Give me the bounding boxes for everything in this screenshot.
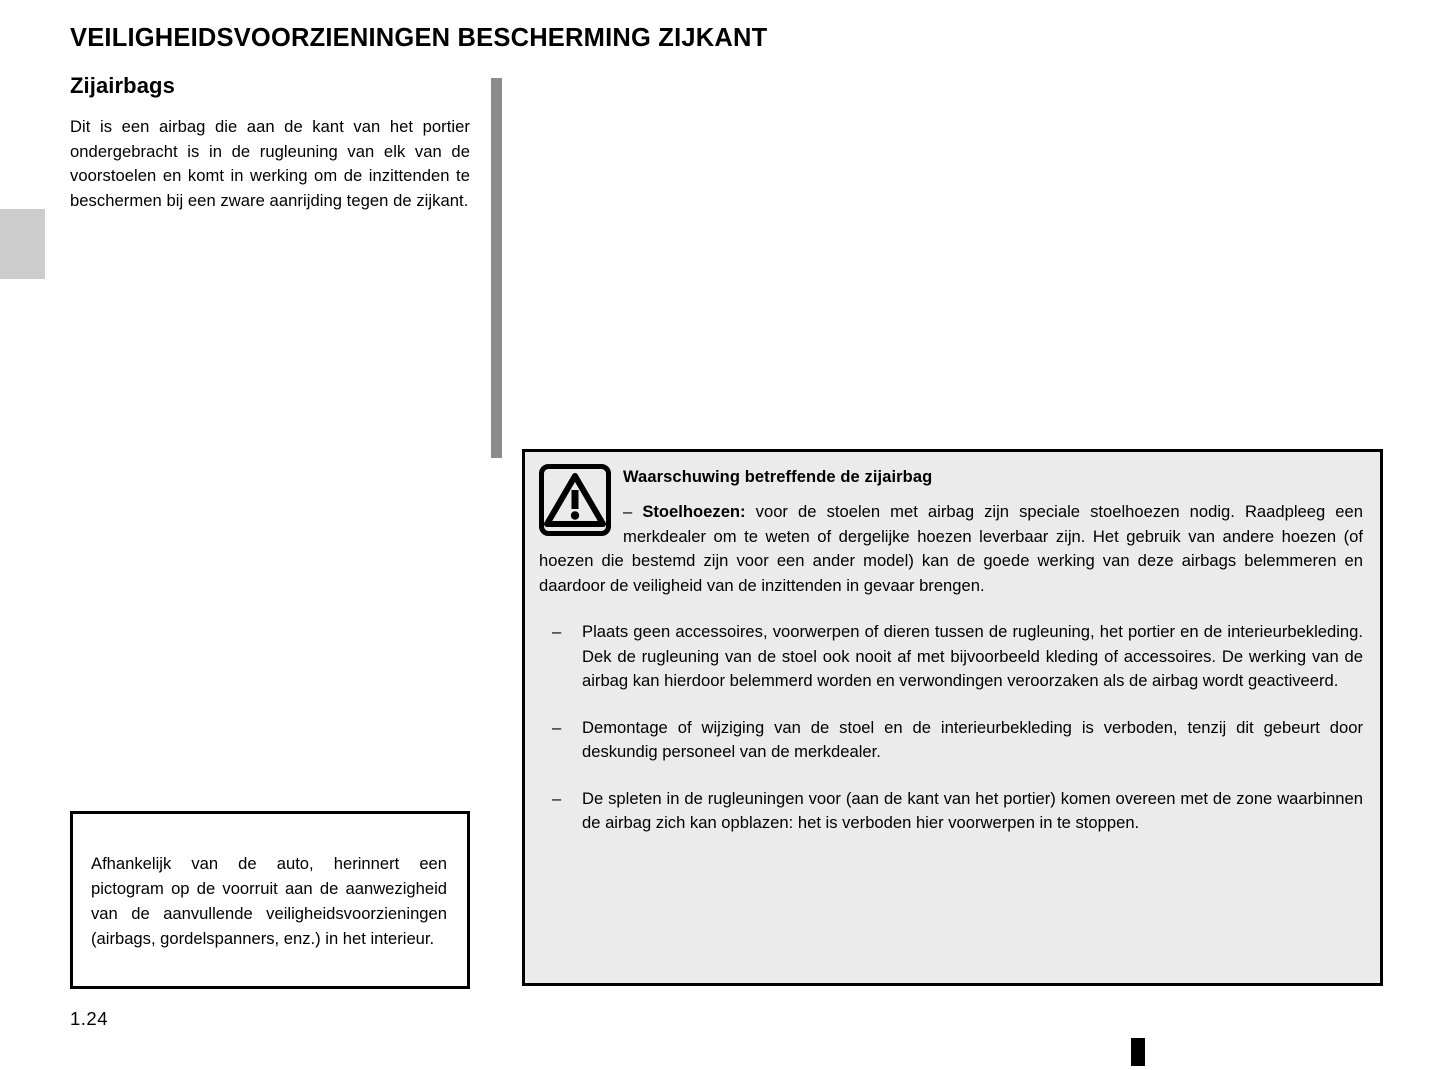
warning-box	[522, 449, 1383, 986]
warning-triangle-icon	[539, 464, 611, 536]
warning-bullet-list	[539, 620, 1363, 836]
warning-first-item	[539, 500, 1363, 598]
note-box-text: Afhankelijk van de auto, herinnert een pictogram op de voorruit aan de aanwezigheid van de aanvullende veiligheidsvoorzieningen (airbags, gordelspanners, enz.) in het interieur.	[91, 854, 447, 948]
warning-title: Waarschuwing betreffende de zijairbag	[623, 468, 933, 486]
bottom-section-marker	[1131, 1038, 1145, 1066]
bullet-dash: –	[552, 622, 562, 641]
warning-bullet-item	[539, 787, 1363, 836]
vertical-divider	[491, 78, 502, 458]
warning-box-inner	[525, 452, 1380, 836]
note-box	[70, 811, 470, 989]
intro-paragraph: Dit is een airbag die aan de kant van het portier ondergebracht is in de rugleuning van elk van de voorstoelen en komt in werking om de inzittenden te beschermen bij een zware aanrijding tegen de zijkant.	[70, 117, 470, 210]
left-column	[70, 73, 470, 213]
warning-first-dash: –	[623, 502, 633, 521]
page-number: 1.24	[70, 1008, 109, 1029]
page-title: VEILIGHEIDSVOORZIENINGEN BESCHERMING ZIJKANT	[70, 24, 768, 52]
chapter-edge-tab	[0, 209, 45, 279]
warning-bullet-item	[539, 620, 1363, 694]
section-heading: Zijairbags	[70, 73, 175, 98]
warning-bullet-item	[539, 716, 1363, 765]
warning-first-text: voor de stoelen met airbag zijn speciale stoelhoezen nodig. Raadpleeg een merkdealer om te weten of dergelijke hoezen leverbaar zijn. Het gebruik van andere hoezen (of hoezen die bestemd zijn voor een ander model) kan de goede werking van deze airbags belemmeren en daardoor de veiligheid van de inzittenden in gevaar brengen.	[539, 502, 1363, 595]
bullet-dash: –	[552, 788, 562, 808]
bullet-text: Demontage of wijziging van de stoel en de interieurbekleding is verboden, tenzij dit gebeurt door deskundig personeel van de merkdealer.	[582, 717, 1363, 761]
bullet-text: Plaats geen accessoires, voorwerpen of dieren tussen de rugleuning, het portier en de interieurbekleding. Dek de rugleuning van de stoel ook nooit af met bijvoorbeeld kleding of accessoires. De werking van de airbag kan hierdoor belemmerd worden en verwondingen veroorzaken als de airbag wordt geactiveerd.	[582, 622, 1363, 690]
warning-first-lead: Stoelhoezen:	[642, 502, 746, 521]
note-box-inner	[73, 814, 467, 951]
bullet-text: De spleten in de rugleuningen voor (aan de kant van het portier) komen overeen met de zone waarbinnen de airbag zich kan opblazen: het is verboden hier voorwerpen in te stoppen.	[582, 788, 1363, 832]
bullet-dash: –	[552, 717, 562, 737]
